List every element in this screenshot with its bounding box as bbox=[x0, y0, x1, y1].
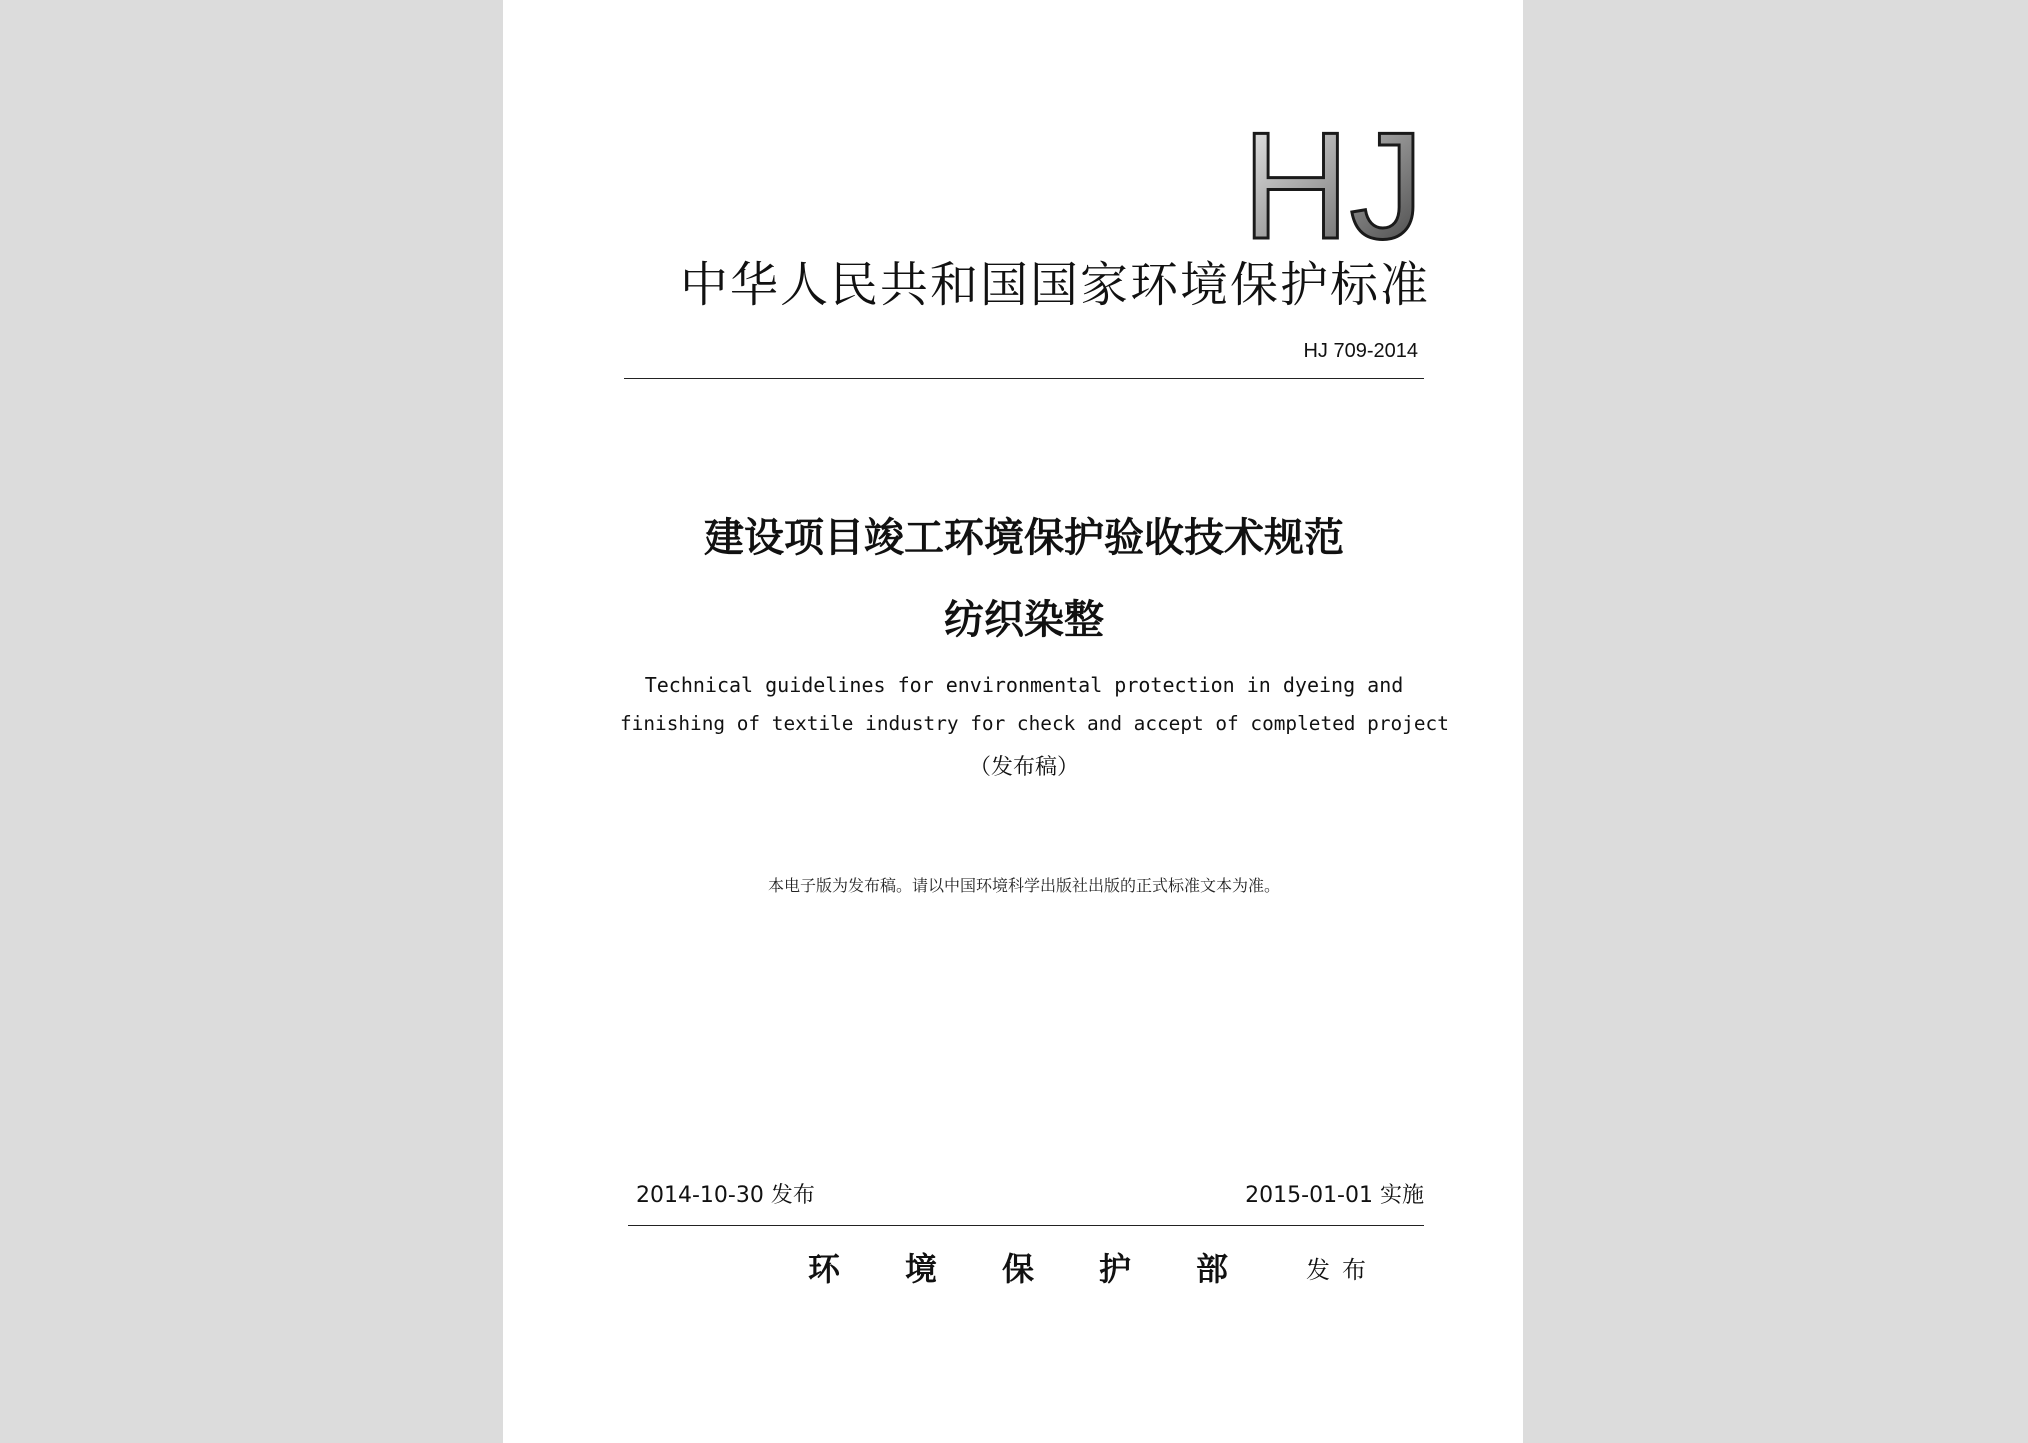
header-divider bbox=[624, 378, 1424, 379]
issuer-char: 境 bbox=[904, 1250, 937, 1288]
issuing-authority bbox=[808, 1247, 1228, 1291]
publish-date: 2014-10-30 发布 bbox=[636, 1183, 815, 1208]
issuer-char: 部 bbox=[1195, 1250, 1228, 1288]
english-title-line1: Technical guidelines for environmental protection in dyeing and bbox=[644, 673, 1404, 697]
issuer-char: 保 bbox=[1001, 1250, 1034, 1288]
issue-action: 发布 bbox=[1306, 1256, 1378, 1284]
english-title-line2: finishing of textile industry for check and accept of completed project bbox=[620, 712, 1449, 735]
hj-logo-text: HJ bbox=[1242, 128, 1424, 244]
footer-divider bbox=[628, 1225, 1424, 1226]
issuer-char: 护 bbox=[1098, 1250, 1131, 1288]
standard-code: HJ 709-2014 bbox=[1303, 340, 1418, 362]
draft-label: （发布稿） bbox=[968, 755, 1079, 780]
hj-logo bbox=[1242, 128, 1428, 244]
document-subtitle: 纺织染整 bbox=[944, 597, 1104, 643]
issuer-char: 环 bbox=[808, 1250, 841, 1288]
standard-name: 中华人民共和国国家环境保护标准 bbox=[679, 257, 1430, 313]
effective-date: 2015-01-01 实施 bbox=[1245, 1183, 1424, 1208]
document-title: 建设项目竣工环境保护验收技术规范 bbox=[704, 515, 1344, 561]
edition-note: 本电子版为发布稿。请以中国环境科学出版社出版的正式标准文本为准。 bbox=[767, 876, 1280, 895]
